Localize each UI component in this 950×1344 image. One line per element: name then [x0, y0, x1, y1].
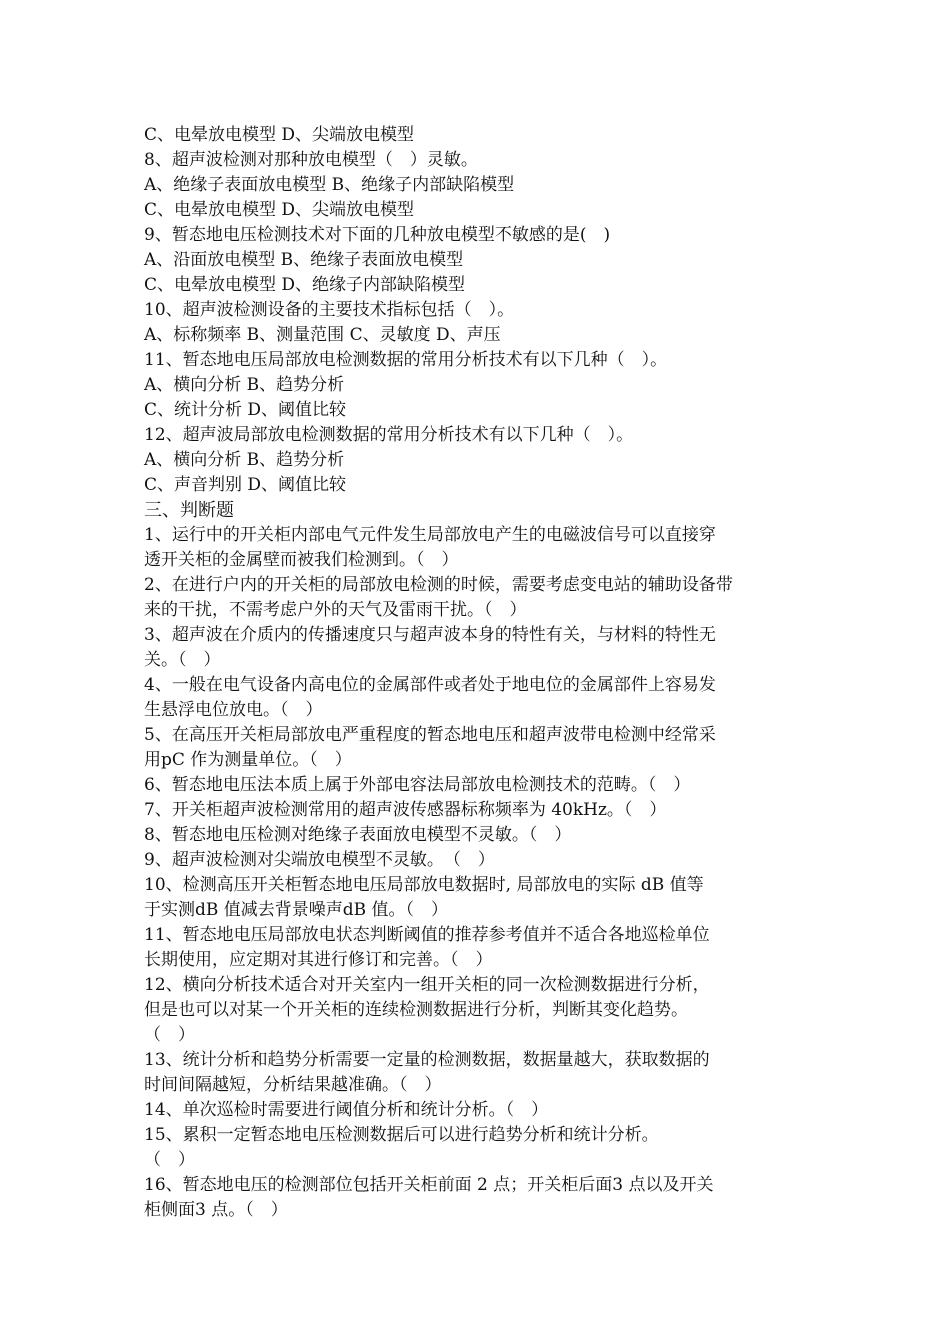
question-line: （ ） — [144, 1025, 195, 1045]
question-line: 10、检测高压开关柜暂态地电压局部放电数据时, 局部放电的实际 dB 值等 — [144, 875, 704, 895]
option-line: A、横向分析 B、趋势分析 — [144, 450, 345, 470]
option-line: A、绝缘子表面放电模型 B、绝缘子内部缺陷模型 — [144, 175, 515, 195]
question-line: 13、统计分析和趋势分析需要一定量的检测数据，数据量越大，获取数据的 — [144, 1050, 710, 1070]
question-line: 柜侧面3 点。（ ） — [144, 1200, 288, 1220]
document-body — [144, 123, 824, 1223]
question-line: 关。（ ） — [144, 650, 221, 670]
question-line: 但是也可以对某一个开关柜的连续检测数据进行分析，判断其变化趋势。 — [144, 1000, 688, 1020]
question-line: 5、在高压开关柜局部放电严重程度的暂态地电压和超声波带电检测中经常采 — [144, 725, 716, 745]
question-line: 4、一般在电气设备内高电位的金属部件或者处于地电位的金属部件上容易发 — [144, 675, 716, 695]
question-line: 15、累积一定暂态地电压检测数据后可以进行趋势分析和统计分析。 — [144, 1125, 659, 1145]
question-line: 透开关柜的金属壁而被我们检测到。（ ） — [144, 550, 459, 570]
question-line: 3、超声波在介质内的传播速度只与超声波本身的特性有关，与材料的特性无 — [144, 625, 716, 645]
question-line: 10、超声波检测设备的主要技术指标包括（ ）。 — [144, 300, 515, 320]
question-line: 2、在进行户内的开关柜的局部放电检测的时候，需要考虑变电站的辅助设备带 — [144, 575, 733, 595]
option-line: C、声音判别 D、阈值比较 — [144, 475, 347, 495]
question-line: 16、暂态地电压的检测部位包括开关柜前面 2 点；开关柜后面3 点以及开关 — [144, 1175, 714, 1195]
option-line: C、电晕放电模型 D、尖端放电模型 — [144, 200, 415, 220]
option-line: A、横向分析 B、趋势分析 — [144, 375, 345, 395]
option-line: C、电晕放电模型 D、尖端放电模型 — [144, 125, 415, 145]
question-line: 用pC 作为测量单位。（ ） — [144, 750, 352, 770]
question-line: 长期使用，应定期对其进行修订和完善。（ ） — [144, 950, 493, 970]
question-line: 生悬浮电位放电。（ ） — [144, 700, 323, 720]
question-line: 1、运行中的开关柜内部电气元件发生局部放电产生的电磁波信号可以直接穿 — [144, 525, 716, 545]
question-line: 12、横向分析技术适合对开关室内一组开关柜的同一次检测数据进行分析， — [144, 975, 710, 995]
question-line: 来的干扰，不需考虑户外的天气及雷雨干扰。（ ） — [144, 600, 527, 620]
question-line: 8、暂态地电压检测对绝缘子表面放电模型不灵敏。（ ） — [144, 825, 572, 845]
option-line: C、电晕放电模型 D、绝缘子内部缺陷模型 — [144, 275, 466, 295]
option-line: A、沿面放电模型 B、绝缘子表面放电模型 — [144, 250, 464, 270]
option-line: A、标称频率 B、测量范围 C、灵敏度 D、声压 — [144, 325, 501, 345]
question-line: 6、暂态地电压法本质上属于外部电容法局部放电检测技术的范畴。（ ） — [144, 775, 691, 795]
question-line: 9、超声波检测对尖端放电模型不灵敏。 （ ） — [144, 850, 495, 870]
question-line: 8、超声波检测对那种放电模型（ ）灵敏。 — [144, 150, 478, 170]
question-line: 于实测dB 值减去背景噪声dB 值。（ ） — [144, 900, 449, 920]
question-line: 14、单次巡检时需要进行阈值分析和统计分析。（ ） — [144, 1100, 549, 1120]
question-line: （ ） — [144, 1150, 195, 1170]
question-line: 时间间隔越短，分析结果越准确。（ ） — [144, 1075, 442, 1095]
option-line: C、统计分析 D、阈值比较 — [144, 400, 347, 420]
question-line: 7、开关柜超声波检测常用的超声波传感器标称频率为 40kHz。（ ） — [144, 800, 667, 820]
question-line: 9、暂态地电压检测技术对下面的几种放电模型不敏感的是( ) — [144, 225, 611, 245]
question-line: 12、超声波局部放电检测数据的常用分析技术有以下几种（ ）。 — [144, 425, 634, 445]
section-heading: 三、判断题 — [144, 500, 234, 521]
question-line: 11、暂态地电压局部放电状态判断阈值的推荐参考值并不适合各地巡检单位 — [144, 925, 710, 945]
question-line: 11、暂态地电压局部放电检测数据的常用分析技术有以下几种（ ）。 — [144, 350, 668, 370]
